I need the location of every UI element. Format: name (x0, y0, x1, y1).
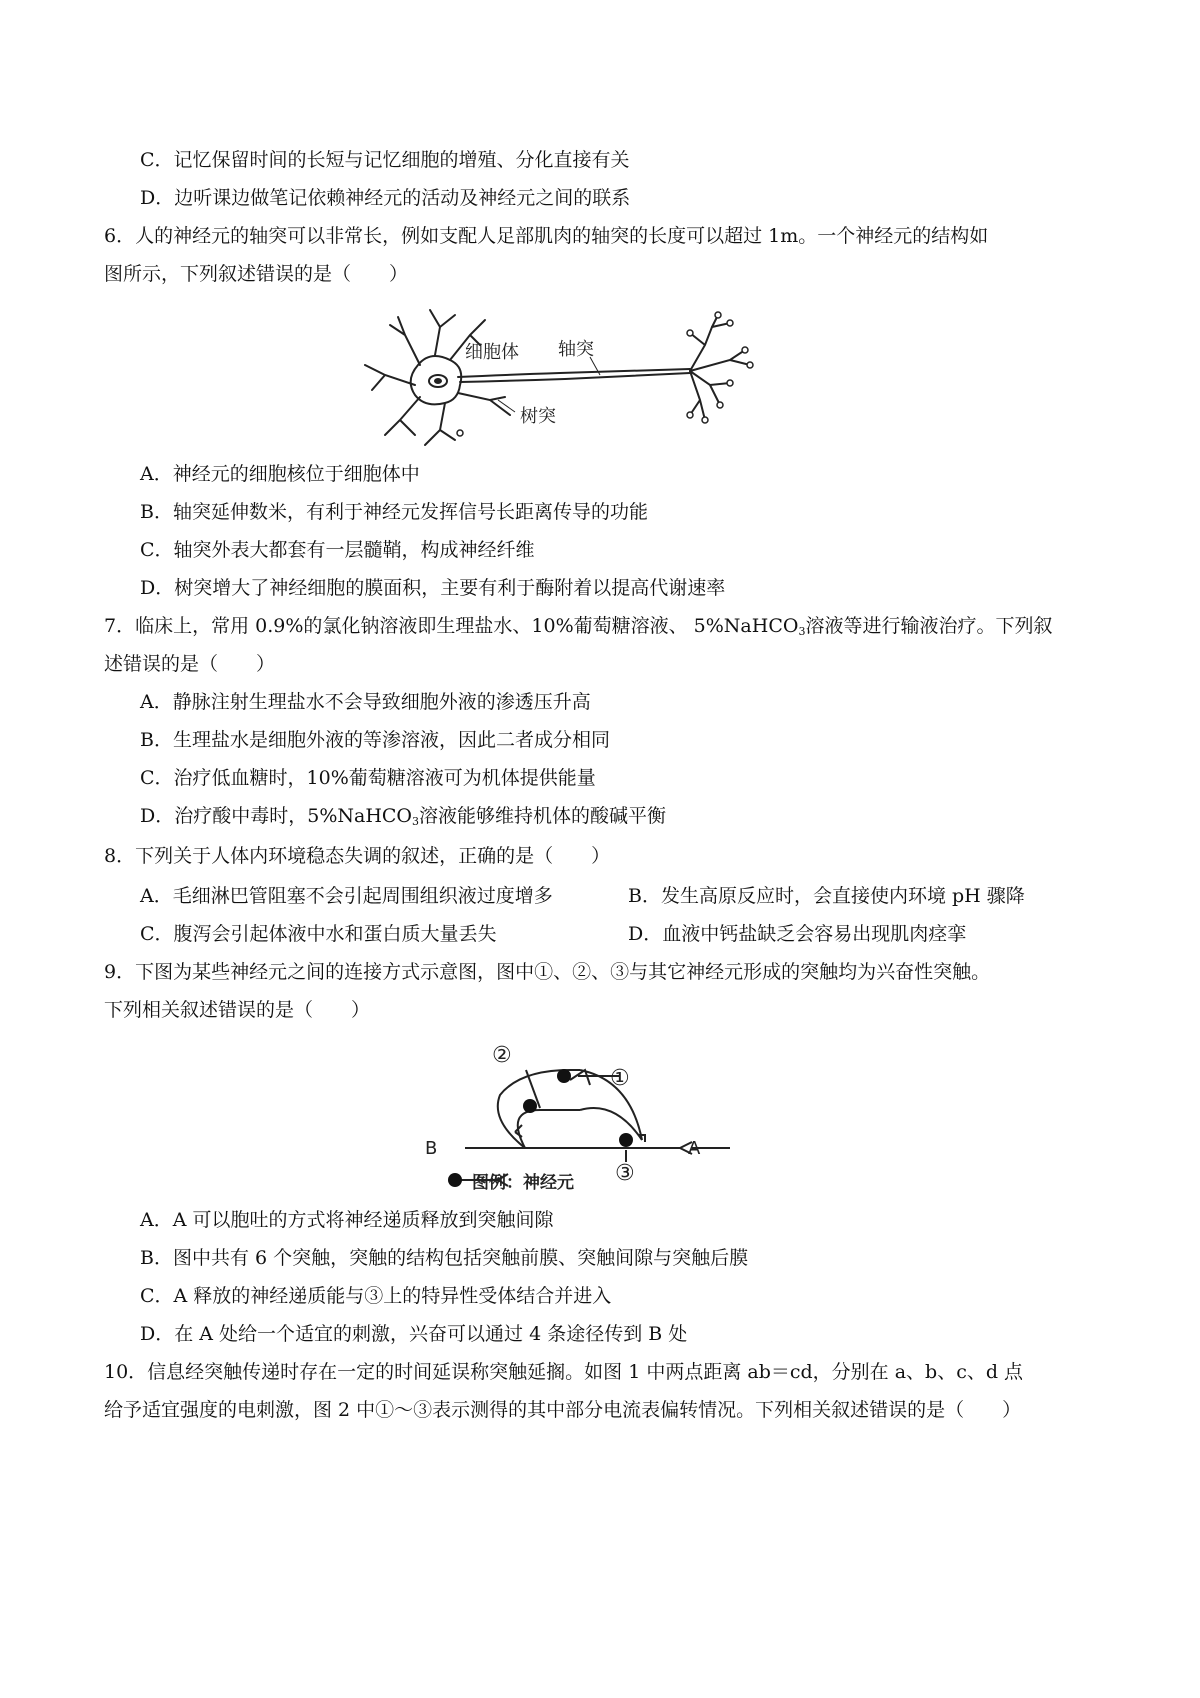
synapse-label-a: A (688, 1138, 701, 1159)
q6-option-b: B．轴突延伸数米，有利于神经元发挥信号长距离传导的功能 (140, 501, 648, 523)
neuron-cell-body-label: 细胞体 (465, 342, 519, 363)
q8-stem: 8．下列关于人体内环境稳态失调的叙述，正确的是（ ） (104, 845, 611, 867)
q6-stem-line2: 图所示，下列叙述错误的是（ ） (104, 263, 409, 285)
q9-option-d: D．在 A 处给一个适宜的刺激，兴奋可以通过 4 条途径传到 B 处 (140, 1323, 688, 1345)
q7-option-a: A．静脉注射生理盐水不会导致细胞外液的渗透压升高 (140, 691, 591, 713)
q9-option-a: A．A 可以胞吐的方式将神经递质释放到突触间隙 (140, 1209, 554, 1231)
q6-option-a: A．神经元的细胞核位于细胞体中 (140, 463, 420, 485)
synapse-figure (425, 1040, 780, 1193)
q8-option-a: A．毛细淋巴管阻塞不会引起周围组织液过度增多 (140, 885, 553, 907)
synapse-legend: 图例：神经元 (472, 1173, 574, 1193)
synapse-label-b: B (425, 1138, 438, 1159)
q6-stem-line1: 6．人的神经元的轴突可以非常长，例如支配人足部肌肉的轴突的长度可以超过 1m。一个神经元的结构如 (104, 225, 989, 247)
q5-option-c: C．记忆保留时间的长短与记忆细胞的增殖、分化直接有关 (140, 149, 630, 171)
neuron-dendrite-label: 树突 (520, 406, 556, 427)
q7-option-d: D．治疗酸中毒时，5%NaHCO$_3$溶液能够维持机体的酸碱平衡 (140, 805, 667, 828)
neuron-figure (360, 305, 760, 450)
q7-option-c: C．治疗低血糖时，10%葡萄糖溶液可为机体提供能量 (140, 767, 596, 789)
neuron-axon-label: 轴突 (558, 339, 594, 360)
q6-option-c: C．轴突外表大都套有一层髓鞘，构成神经纤维 (140, 539, 535, 561)
q8-option-c: C．腹泻会引起体液中水和蛋白质大量丢失 (140, 923, 497, 945)
q9-stem-line1: 9．下图为某些神经元之间的连接方式示意图，图中①、②、③与其它神经元形成的突触均为兴奋性突触。 (104, 961, 991, 983)
q7-stem-line2: 述错误的是（ ） (104, 653, 276, 675)
q7-option-b: B．生理盐水是细胞外液的等渗溶液，因此二者成分相同 (140, 729, 610, 751)
q6-option-d: D．树突增大了神经细胞的膜面积，主要有利于酶附着以提高代谢速率 (140, 577, 726, 599)
q10-stem-line1: 10．信息经突触传递时存在一定的时间延误称突触延搁。如图 1 中两点距离 ab＝cd，分别在 a、b、c、d 点 (104, 1361, 1024, 1383)
q9-option-c: C．A 释放的神经递质能与③上的特异性受体结合并进入 (140, 1285, 612, 1307)
synapse-label-1: ① (610, 1066, 630, 1091)
q5-option-d: D．边听课边做笔记依赖神经元的活动及神经元之间的联系 (140, 187, 631, 209)
q7-stem-line1: 7．临床上，常用 0.9%的氯化钠溶液即生理盐水、10%葡萄糖溶液、 5%NaHCO$_3$溶液等进行输液治疗。下列叙 (104, 615, 1053, 638)
synapse-label-3: ③ (615, 1161, 635, 1186)
q10-stem-line2: 给予适宜强度的电刺激，图 2 中①～③表示测得的其中部分电流表偏转情况。下列相关叙述错误的是（ ） (104, 1399, 1022, 1421)
q9-stem-line2: 下列相关叙述错误的是（ ） (104, 999, 371, 1021)
q8-option-d: D．血液中钙盐缺乏会容易出现肌肉痉挛 (628, 923, 967, 945)
synapse-label-2: ② (492, 1043, 512, 1068)
q9-option-b: B．图中共有 6 个突触，突触的结构包括突触前膜、突触间隙与突触后膜 (140, 1247, 749, 1269)
q8-option-b: B．发生高原反应时，会直接使内环境 pH 骤降 (628, 885, 1025, 907)
